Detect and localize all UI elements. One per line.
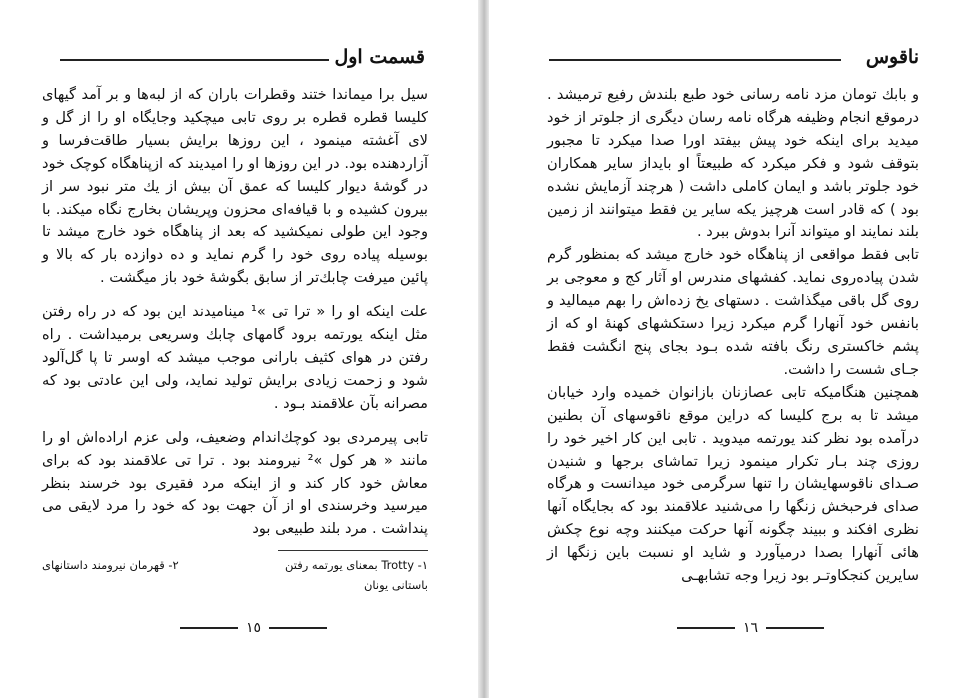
paragraph: و بابك تومان مزد نامه رسانی خود طبع بلندش رفیع ترمیشد . درموقع انجام وظیفه هرگاه نامه رسان دیگری از جلوتر از خود میدید برای اینکه خود پیش بیفتد اورا صدا میکرد تا مجبور بتوقف شود و فکر میکرد که طبیعتاً او بایداز سایر همکاران خود جلوتر باشد و ایمان کاملی داشت ( هرچند آزمایش نشده بود ) که قادر است هرچیز یکه سایر ین فقط میتوانند از زمین بلند نمایند او میتواند آنرا بدوش ببرد . xyxy=(547,86,919,241)
page-number-dash xyxy=(677,627,735,629)
right-page xyxy=(489,0,969,698)
page-number: ١٥ xyxy=(246,620,262,636)
header-rule xyxy=(549,59,841,61)
paragraph: همچنین هنگامیکه تابی عصازنان بازانوان خمیده وارد خیابان میشد تا به برج کلیسا که دراین موقع ناقوسهای آن بطنین درآمده بود نظر کند یورتمه میدوید . تابی این کار اخیر خود را روزی چند بـار تکرار مینمود زیرا تماشای برجها و شنیدن صـدای ناقوسهایشان را تنها سرگرمی خود میدانست و هرگاه صدای فرحبخش زنگها را می‌شنید علاقمند بود که بجایگاه آنها نظری افکند و ببیند چگونه آنها حرکت میکنند وچه نوع چکش هائی آنهارا بصدا درمیآورد و شاید او نسبت باین زنگها از سایرین کنجکاوتـر بود زیرا وجه تشابهـی xyxy=(547,383,919,585)
header-rule xyxy=(60,59,329,61)
left-page-header xyxy=(60,46,425,80)
left-page-title: قسمت اول xyxy=(334,46,425,68)
left-page-body xyxy=(42,84,428,541)
right-page-header xyxy=(549,46,919,80)
footnote-1: ١- Trotty بمعنای یورتمه رفتن xyxy=(285,558,428,572)
right-page-number xyxy=(669,620,832,636)
page-number-dash xyxy=(766,627,824,629)
page-number-dash xyxy=(269,627,327,629)
paragraph: سیل برا میماندا ختند وقطرات باران که از لبه‌ها و بر آمد گیهای کلیسا قطره قطره بر روی تابی میچکید وجایگاه او را از گل و لای آغشته مینمود ، این روزها برایش بسیار طاقت‌فرسا و آزاردهنده بود. در این روزها او را امیدیند که ازپناهگاه کوچک خود در گوشهٔ دیوار کلیسا که عمق آن بیش از یك متر نبود سر از بیرون کشیده و با قیافه‌ای محزون وپریشان بخارج نگاه میکند. با وجود این طولی نمیکشید که بعد از پناهگاه خود خارج میشد تا بوسیله پیاده روی خود را گرم نماید و ده دوازده بار که بالا و پائین میرفت چابك‌تر از سابق بگوشهٔ خود باز میگشت . xyxy=(42,86,428,287)
page-number-dash xyxy=(180,627,238,629)
footnote-rule xyxy=(278,550,428,551)
paragraph: تابی فقط مواقعی از پناهگاه خود خارج میشد که بمنظور گرم شدن پیاده‌روی نماید. کفشهای مندرس او آثار کج و معوجی بر روی گل باقی میگذاشت . دستهای یخ زده‌اش را بهم میمالید و بانفس خود آنهارا گرم میکرد زیرا دستکشهای کهنهٔ او که از پشم خاکستری رنگ بافته شده بـود بجای پنج انگشت فقط جـای شست را داشت. xyxy=(547,246,919,378)
footnote-2-continued: باستانی یونان xyxy=(363,578,428,592)
left-page-number xyxy=(172,620,335,636)
book-gutter xyxy=(478,0,489,698)
footnotes xyxy=(42,550,428,595)
footnote-row xyxy=(42,575,428,595)
footnote-2: ٢- قهرمان نیرومند داستانهای xyxy=(42,558,179,572)
page-number: ١٦ xyxy=(743,620,759,636)
right-page-body xyxy=(547,84,919,588)
footnote-row xyxy=(42,555,428,575)
paragraph: علت اینکه او را « ترا تی »¹ مینامیدند این بود که در راه رفتن مثل اینکه یورتمه برود گامهای چابك وسریعی برمیداشت . راه رفتن در هوای کثیف بارانی موجب میشد که اوسر تا پا گل‌آلود شود و زحمت زیادی برایش تولید نماید، ولی این عادتی بود که مصرانه بآن علاقمند بـود . xyxy=(42,303,429,412)
paragraph: تابی پیرمردی بود کوچك‌اندام وضعیف، ولی عزم اراده‌اش او را مانند « هر کول »² نیرومند بود . ترا تی علاقمند بود که برای معاش خود کار کند و از اینکه مرد فقیری بود خرسند بنظر میرسید وخرسندی او از آن جهت بود که خود را مرد لایقی می پنداشت . مرد بلند طبیعی بود xyxy=(42,428,428,538)
left-page xyxy=(0,0,478,698)
right-page-title: ناقوس xyxy=(865,46,919,68)
